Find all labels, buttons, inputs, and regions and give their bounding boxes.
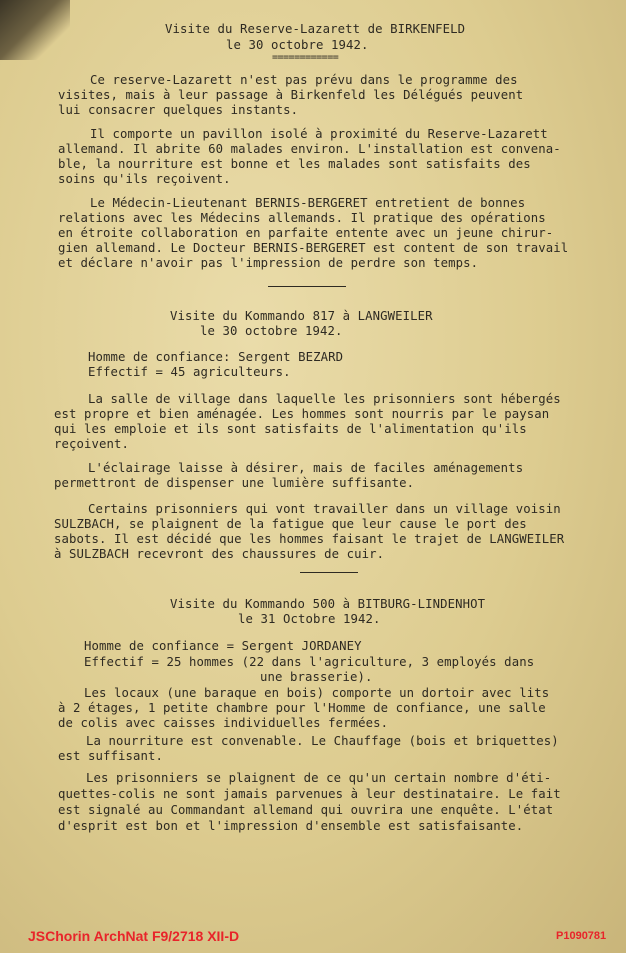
text-line: est suffisant. [58,749,164,763]
text-line: Certains prisonniers qui vont travailler dans un village voisin [88,502,561,516]
text-line: d'esprit est bon et l'impression d'ensemble est satisfaisante. [58,819,524,833]
archive-reference-label: JSChorin ArchNat F9/2718 XII-D [28,928,240,944]
text-line: Les prisonniers se plaignent de ce qu'un certain nombre d'éti- [86,771,552,785]
section1-date: le 30 octobre 1942. [226,38,369,52]
text-line: à SULZBACH recevront des chaussures de cuir. [54,547,385,561]
text-line: visites, mais à leur passage à Birkenfeld les Délégués peuvent [58,88,524,102]
text-line: ble, la nourriture est bonne et les malades sont satisfaits des [58,157,531,171]
text-line: La nourriture est convenable. Le Chauffage (bois et briquettes) [86,734,559,748]
photo-id-label: P1090781 [556,930,607,942]
text-line: lui consacrer quelques instants. [58,103,299,117]
text-line: Les locaux (une baraque en bois) comporte un dortoir avec lits [84,686,550,700]
text-line: à 2 étages, 1 petite chambre pour l'Homme de confiance, une salle [58,701,546,715]
text-line: La salle de village dans laquelle les prisonniers sont hébergés [88,392,561,406]
section2-title: Visite du Kommando 817 à LANGWEILER [170,309,433,323]
text-line: reçoivent. [54,437,130,451]
text-line: est signalé au Commandant allemand qui ouvrira une enquête. L'état [58,803,554,817]
text-line: SULZBACH, se plaignent de la fatigue que leur cause le port des [54,517,527,531]
text-line: gien allemand. Le Docteur BERNIS-BERGERET est content de son travail [58,241,569,255]
text-line: soins qu'ils reçoivent. [58,172,231,186]
text-line: L'éclairage laisse à désirer, mais de faciles aménagements [88,461,524,475]
text-line: de colis avec caisses individuelles fermées. [58,716,389,730]
text-line: sabots. Il est décidé que les hommes faisant le trajet de LANGWEILER [54,532,565,546]
section3-title: Visite du Kommando 500 à BITBURG-LINDENHOT [170,597,486,611]
section-divider [300,572,358,573]
text-line: Homme de confiance: Sergent BEZARD [88,350,344,364]
text-line: est propre et bien aménagée. Les hommes sont nourris par le paysan [54,407,550,421]
text-line: Il comporte un pavillon isolé à proximité du Reserve-Lazarett [90,127,548,141]
section-divider [268,286,346,287]
text-line: quettes-colis ne sont jamais parvenues à leur destinataire. Le fait [58,787,561,801]
text-line: qui les emploie et ils sont satisfaits de l'alimentation qu'ils [54,422,527,436]
text-line: relations avec les Médecins allemands. Il pratique des opérations [58,211,546,225]
section1-title: Visite du Reserve-Lazarett de BIRKENFELD [165,22,466,36]
text-line: Ce reserve-Lazarett n'est pas prévu dans le programme des [90,73,518,87]
text-line: en étroite collaboration en parfaite entente avec un jeune chirur- [58,226,554,240]
text-line: une brasserie). [260,670,373,684]
page-shadow-corner [0,0,70,60]
text-line: et déclare n'avoir pas l'impression de perdre son temps. [58,256,479,270]
section3-date: le 31 Octobre 1942. [238,612,381,626]
text-line: Effectif = 25 hommes (22 dans l'agriculture, 3 employés dans [84,655,535,669]
text-line: Effectif = 45 agriculteurs. [88,365,291,379]
text-line: allemand. Il abrite 60 malades environ. L'installation est convena- [58,142,561,156]
text-line: permettront de dispenser une lumière suffisante. [54,476,415,490]
text-line: Homme de confiance = Sergent JORDANEY [84,639,362,653]
section1-underline: ============ [272,52,339,63]
text-line: Le Médecin-Lieutenant BERNIS-BERGERET entretient de bonnes [90,196,526,210]
section2-date: le 30 octobre 1942. [200,324,343,338]
